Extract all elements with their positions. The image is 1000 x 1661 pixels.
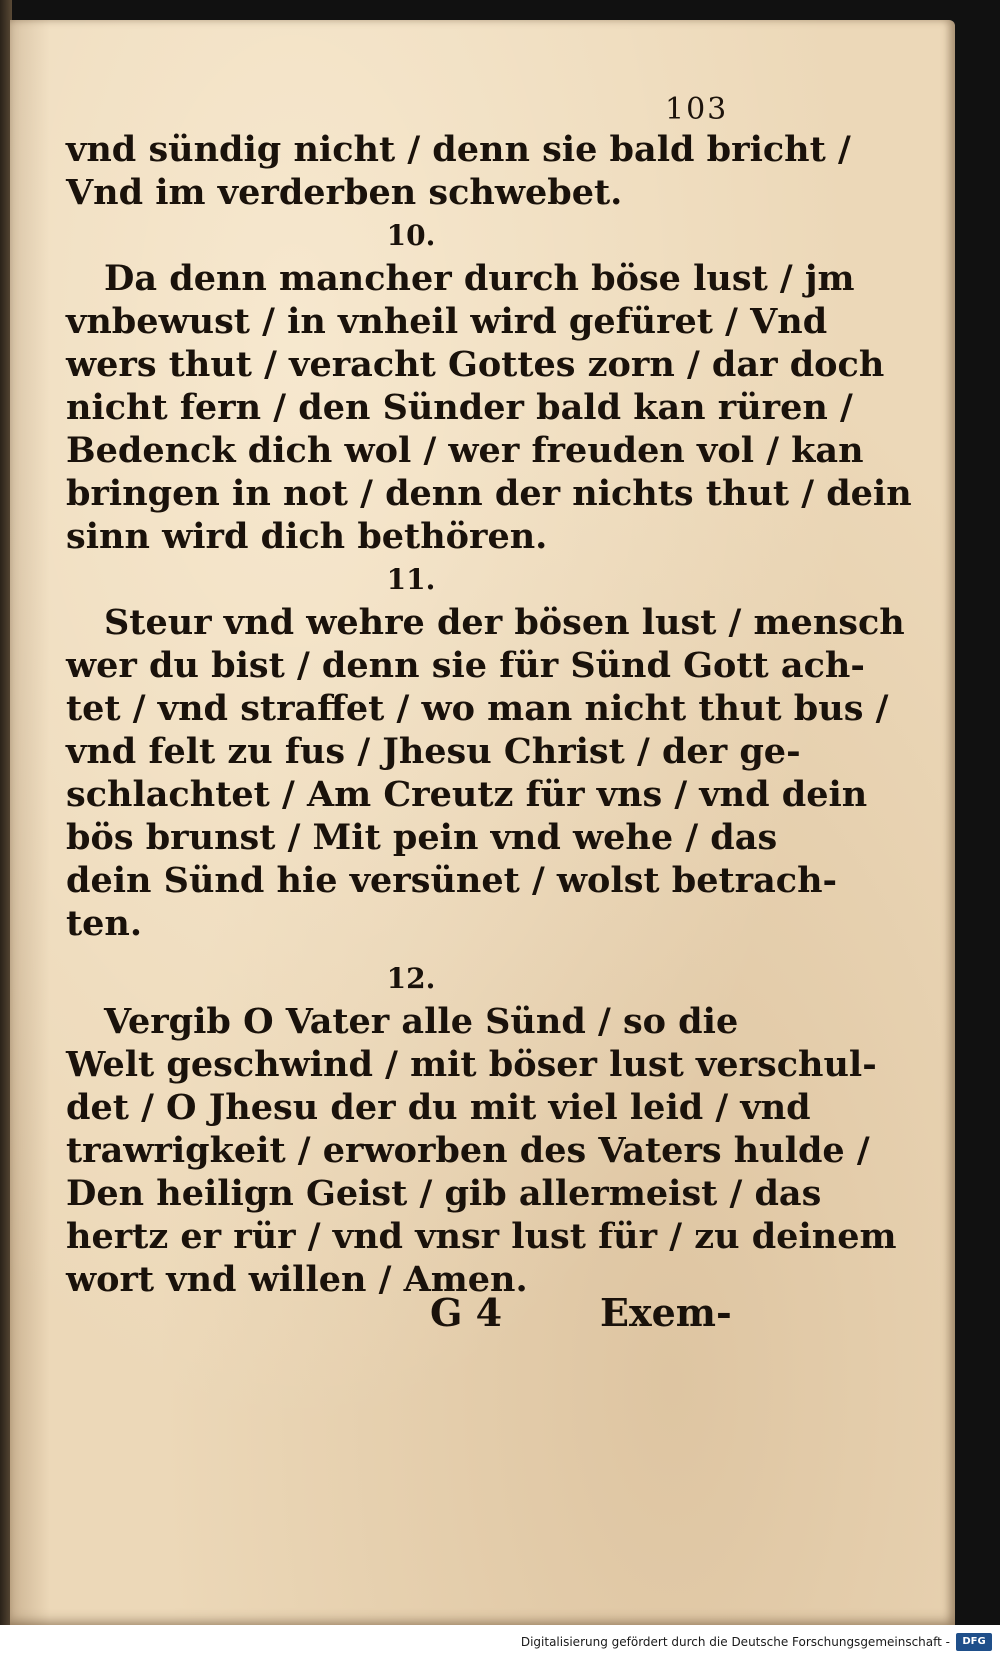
text-line: trawrigkeit / erworben des Vaters hulde / <box>66 1130 870 1171</box>
signature-mark: G 4 <box>430 1290 503 1335</box>
catchword: Exem- <box>600 1290 732 1335</box>
text-line: bringen in not / denn der nichts thut / dein <box>66 473 912 514</box>
text-line: det / O Jhesu der du mit viel leid / vnd <box>66 1087 811 1128</box>
text-line: hertz er rür / vnd vnsr lust für / zu deinem <box>66 1216 897 1257</box>
text-line: vnd sündig nicht / denn sie bald bricht / <box>66 129 851 170</box>
stanza-number: 10. <box>386 219 436 252</box>
text-line: dein Sünd hie versünet / wolst betrach- <box>66 860 838 901</box>
dfg-logo: DFG <box>956 1633 992 1651</box>
text-line: Den heilign Geist / gib allermeist / das <box>66 1173 822 1214</box>
text-line: bös brunst / Mit pein vnd wehe / das <box>66 817 778 858</box>
stanza-number: 12. <box>386 962 436 995</box>
text-line: tet / vnd straffet / wo man nicht thut bus / <box>66 688 889 729</box>
text-line: Vergib O Vater alle Sünd / so die <box>104 1001 739 1042</box>
text-line: wer du bist / denn sie für Sünd Gott ach- <box>66 645 865 686</box>
digitization-credit-bar <box>0 1625 1000 1661</box>
text-line: sinn wird dich bethören. <box>66 516 548 557</box>
text-line: vnd felt zu fus / Jhesu Christ / der ge- <box>66 731 801 772</box>
page-footer <box>430 1290 760 1340</box>
text-line: Welt geschwind / mit böser lust verschul- <box>66 1044 877 1085</box>
text-line: Steur vnd wehre der bösen lust / mensch <box>104 602 905 643</box>
text-line: ten. <box>66 903 143 944</box>
text-line: Bedenck dich wol / wer freuden vol / kan <box>66 430 864 471</box>
text-line: Da denn mancher durch böse lust / jm <box>104 258 855 299</box>
credit-text: Digitalisierung gefördert durch die Deutsche Forschungsgemeinschaft - <box>520 1635 950 1649</box>
text-line: Vnd im verderben schwebet. <box>66 172 623 213</box>
page-number: 103 <box>665 92 729 127</box>
stanza-number: 11. <box>386 563 436 596</box>
text-line: nicht fern / den Sünder bald kan rüren / <box>66 387 853 428</box>
text-line: wers thut / veracht Gottes zorn / dar doch <box>66 344 885 385</box>
stanza-gap <box>66 945 756 957</box>
text-line: vnbewust / in vnheil wird gefüret / Vnd <box>66 301 828 342</box>
text-line: schlachtet / Am Creutz für vns / vnd dein <box>66 774 868 815</box>
text-line: wort vnd willen / Amen. <box>66 1259 528 1300</box>
song-text <box>66 128 912 1301</box>
